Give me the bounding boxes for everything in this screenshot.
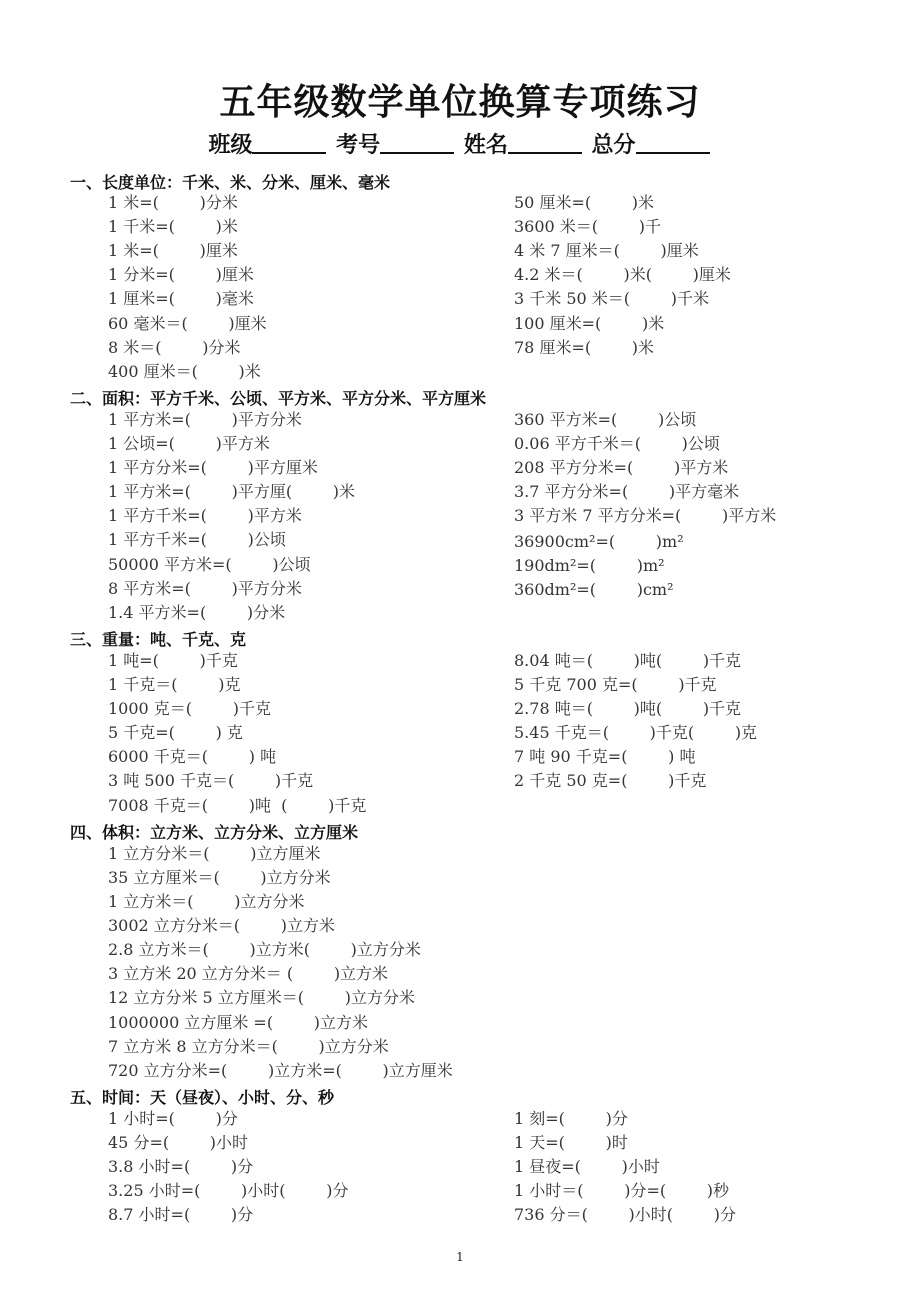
- exercise-item: 4 米 7 厘米＝( )厘米: [514, 241, 699, 260]
- exercise-item: 2.78 吨＝( )吨( )千克: [514, 699, 742, 718]
- exercise-item: 50 厘米=( )米: [514, 193, 655, 212]
- exercise-item: 1 厘米=( )毫米: [108, 289, 254, 308]
- section-heading-time: 五、时间：天（昼夜）、小时、分、秒: [70, 1088, 335, 1107]
- exercise-item: 1 分米=( )厘米: [108, 265, 254, 284]
- exercise-item: 3.25 小时=( )小时( )分: [108, 1181, 349, 1200]
- student-info-row: [0, 128, 920, 159]
- class-blank[interactable]: [252, 130, 326, 154]
- exercise-item: 1 天=( )时: [514, 1133, 628, 1152]
- exercise-item: 8.04 吨＝( )吨( )千克: [514, 651, 742, 670]
- exercise-item: 78 厘米=( )米: [514, 338, 655, 357]
- score-label: 总分: [591, 133, 636, 158]
- exercise-item: 60 毫米＝( )厘米: [108, 314, 267, 333]
- exercise-item: 45 分=( )小时: [108, 1133, 249, 1152]
- section-heading-weight: 三、重量：吨、千克、克: [70, 630, 247, 649]
- exercise-item: 1 小时=( )分: [108, 1109, 238, 1128]
- section-heading-volume: 四、体积：立方米、立方分米、立方厘米: [70, 823, 359, 842]
- exercise-item: 1 平方米=( )平方分米: [108, 410, 302, 429]
- exercise-item: 100 厘米=( )米: [514, 314, 665, 333]
- exercise-item: 0.06 平方千米＝( )公顷: [514, 434, 720, 453]
- exercise-item: 1 昼夜=( )小时: [514, 1157, 660, 1176]
- exercise-item: 7 吨 90 千克=( ) 吨: [514, 747, 696, 766]
- exercise-item: 1 平方千米=( )公顷: [108, 530, 286, 549]
- exercise-item: 7008 千克＝( )吨 ( )千克: [108, 796, 367, 815]
- exercise-item: 3.8 小时=( )分: [108, 1157, 254, 1176]
- exercise-item: 720 立方分米=( )立方米=( )立方厘米: [108, 1061, 453, 1080]
- exercise-item: 3 平方米 7 平方分米=( )平方米: [514, 506, 777, 525]
- exam-number-label: 考号: [336, 133, 381, 158]
- exercise-item: 1.4 平方米=( )分米: [108, 603, 286, 622]
- exercise-item: 36900cm²=( )m²: [514, 532, 684, 551]
- exercise-item: 3 吨 500 千克＝( )千克: [108, 771, 314, 790]
- score-blank[interactable]: [636, 130, 710, 154]
- exercise-item: 1 立方米＝( )立方分米: [108, 892, 305, 911]
- exercise-item: 1 平方分米=( )平方厘米: [108, 458, 318, 477]
- exercise-item: 400 厘米＝( )米: [108, 362, 261, 381]
- exercise-item: 6000 千克＝( ) 吨: [108, 747, 277, 766]
- page-number: 1: [456, 1250, 464, 1264]
- exercise-item: 50000 平方米=( )公顷: [108, 555, 311, 574]
- exercise-item: 3002 立方分米＝( )立方米: [108, 916, 335, 935]
- page-title: 五年级数学单位换算专项练习: [219, 82, 701, 123]
- exercise-item: 12 立方分米 5 立方厘米＝( )立方分米: [108, 988, 415, 1007]
- exercise-item: 190dm²=( )m²: [514, 556, 665, 575]
- exercise-item: 3.7 平方分米=( )平方毫米: [514, 482, 740, 501]
- exercise-item: 4.2 米＝( )米( )厘米: [514, 265, 731, 284]
- section-heading-length: 一、长度单位：千米、米、分米、厘米、毫米: [70, 173, 391, 192]
- exercise-item: 736 分＝( )小时( )分: [514, 1205, 736, 1224]
- exercise-item: 5 千克=( ) 克: [108, 723, 243, 742]
- exercise-item: 1 平方千米=( )平方米: [108, 506, 302, 525]
- exercise-item: 1000 克＝( )千克: [108, 699, 271, 718]
- exercise-item: 1 千米=( )米: [108, 217, 238, 236]
- exercise-item: 360dm²=( )cm²: [514, 580, 674, 599]
- exercise-item: 2 千克 50 克=( )千克: [514, 771, 707, 790]
- exam-number-blank[interactable]: [380, 130, 454, 154]
- exercise-item: 1 米=( )分米: [108, 193, 238, 212]
- exercise-item: 8 平方米=( )平方分米: [108, 579, 302, 598]
- exercise-item: 1 平方米=( )平方厘( )米: [108, 482, 356, 501]
- exercise-item: 1 公顷=( )平方米: [108, 434, 270, 453]
- exercise-item: 8 米＝( )分米: [108, 338, 241, 357]
- exercise-item: 3 立方米 20 立方分米＝ ( )立方米: [108, 964, 389, 983]
- exercise-item: 3600 米＝( )千: [514, 217, 661, 236]
- exercise-item: 5 千克 700 克=( )千克: [514, 675, 717, 694]
- exercise-item: 360 平方米=( )公顷: [514, 410, 697, 429]
- exercise-item: 1 千克＝( )克: [108, 675, 241, 694]
- exercise-item: 1000000 立方厘米 =( )立方米: [108, 1013, 369, 1032]
- exercise-item: 1 吨=( )千克: [108, 651, 238, 670]
- exercise-item: 208 平方分米=( )平方米: [514, 458, 729, 477]
- exercise-item: 5.45 千克＝( )千克( )克: [514, 723, 758, 742]
- section-heading-area: 二、面积：平方千米、公顷、平方米、平方分米、平方厘米: [70, 389, 487, 408]
- exercise-item: 1 立方分米＝( )立方厘米: [108, 844, 321, 863]
- exercise-item: 1 小时＝( )分=( )秒: [514, 1181, 730, 1200]
- name-blank[interactable]: [508, 130, 582, 154]
- exercise-item: 3 千米 50 米＝( )千米: [514, 289, 709, 308]
- class-label: 班级: [208, 133, 253, 158]
- exercise-item: 1 米=( )厘米: [108, 241, 238, 260]
- name-label: 姓名: [463, 133, 508, 158]
- exercise-item: 35 立方厘米＝( )立方分米: [108, 868, 331, 887]
- exercise-item: 8.7 小时=( )分: [108, 1205, 254, 1224]
- exercise-item: 2.8 立方米＝( )立方米( )立方分米: [108, 940, 421, 959]
- exercise-item: 7 立方米 8 立方分米＝( )立方分米: [108, 1037, 389, 1056]
- exercise-item: 1 刻=( )分: [514, 1109, 628, 1128]
